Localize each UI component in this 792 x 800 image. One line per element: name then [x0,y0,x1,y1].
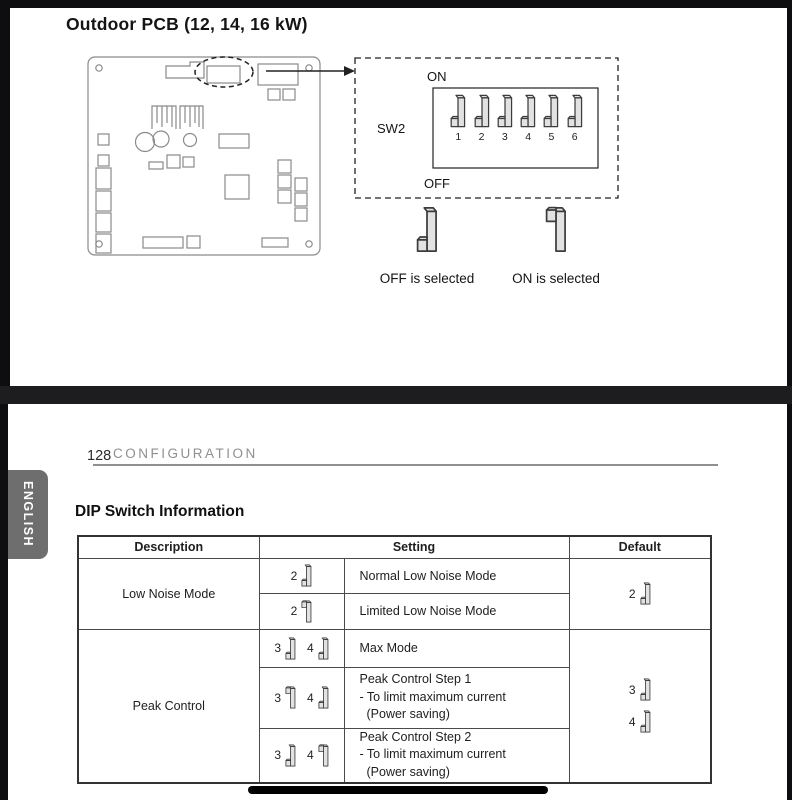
default-low-noise [569,558,711,629]
setting-label: Normal Low Noise Mode [344,558,569,593]
manual-page-top [10,8,787,386]
dip-switch-number: 4 [525,131,532,143]
table-header-row [78,536,711,558]
dip-switch-icon [567,94,583,128]
dip-switch-number: 1 [455,131,462,143]
dip-switch-indicator: 3 [274,686,296,709]
dip-switch-indicator: 3 [274,637,296,660]
dip-switch-icon [640,582,651,605]
dip-switch-icon [318,744,329,767]
setting-switches [259,629,344,667]
setting-label: Peak Control Step 1 - To limit maximum current (Power saving) [344,667,569,728]
home-indicator-handle[interactable] [248,786,548,794]
page-divider [0,386,792,404]
language-tab-label: ENGLISH [21,481,35,548]
sw2-label: SW2 [377,121,406,136]
default-peak-control [569,629,711,783]
dip-switch-icon [301,564,312,587]
sw2-on-label: ON [427,69,447,84]
on-selected-label: ON is selected [512,271,600,286]
dip-switch-indicator: 3 [629,678,651,701]
dip-switch-indicator: 4 [629,710,651,733]
dip-switch-icon [640,710,651,733]
dip-switch-icon [285,744,296,767]
dip-switch-number: 3 [501,131,508,143]
setting-label: Peak Control Step 2 - To limit maximum current (Power saving) [344,728,569,783]
sw2-switch-row [433,94,598,160]
dip-switch-icon [301,600,312,623]
dip-switch-number: 2 [478,131,485,143]
callout-arrowhead-icon [344,66,355,76]
dip-switch-1 [450,94,466,160]
on-switch-icon [545,206,567,253]
setting-switches [259,558,344,593]
dip-switch-5 [543,94,559,160]
sw2-off-label: OFF [424,176,450,191]
dip-switch-icon [543,94,559,128]
dip-switch-indicator: 2 [629,582,651,605]
manual-page-bottom [8,404,787,800]
setting-switches [259,667,344,728]
setting-switches [259,593,344,629]
dip-switch-indicator: 2 [291,564,313,587]
dip-switch-icon [318,686,329,709]
dip-switch-6 [567,94,583,160]
dip-switch-info-heading: DIP Switch Information [75,503,245,520]
dip-switch-number: 5 [548,131,555,143]
table-row [78,558,711,593]
off-switch-icon [416,206,438,253]
dip-switch-2 [474,94,490,160]
dip-switch-icon [520,94,536,128]
setting-label: Max Mode [344,629,569,667]
col-header-description: Description [78,536,259,558]
dip-switch-icon [474,94,490,128]
col-header-default: Default [569,536,711,558]
dip-switch-icon [640,678,651,701]
dip-switch-icon [285,686,296,709]
dip-switch-indicator: 4 [307,744,329,767]
dip-switch-4 [520,94,536,160]
pcb-board-outline [88,57,320,255]
dip-switch-indicator: 4 [307,637,329,660]
dip-switch-icon [497,94,513,128]
dip-switch-table [77,535,712,784]
dip-switch-indicator: 2 [291,600,313,623]
col-header-setting: Setting [259,536,569,558]
setting-switches [259,728,344,783]
description-peak-control: Peak Control [78,629,259,783]
page-title: Outdoor PCB (12, 14, 16 kW) [66,14,308,34]
section-header: CONFIGURATION [113,446,258,461]
dip-switch-indicator: 4 [307,686,329,709]
dip-switch-icon [285,637,296,660]
off-selected-label: OFF is selected [379,271,475,286]
description-low-noise: Low Noise Mode [78,558,259,629]
language-tab-english[interactable] [8,470,48,559]
dip-switch-icon [450,94,466,128]
dip-switch-indicator: 3 [274,744,296,767]
page-number: 128 [87,448,112,464]
section-header-rule [93,464,718,466]
pcb-diagram [10,8,787,386]
setting-label: Limited Low Noise Mode [344,593,569,629]
dip-switch-icon [318,637,329,660]
table-row [78,629,711,667]
dip-switch-3 [497,94,513,160]
dip-switch-number: 6 [571,131,578,143]
